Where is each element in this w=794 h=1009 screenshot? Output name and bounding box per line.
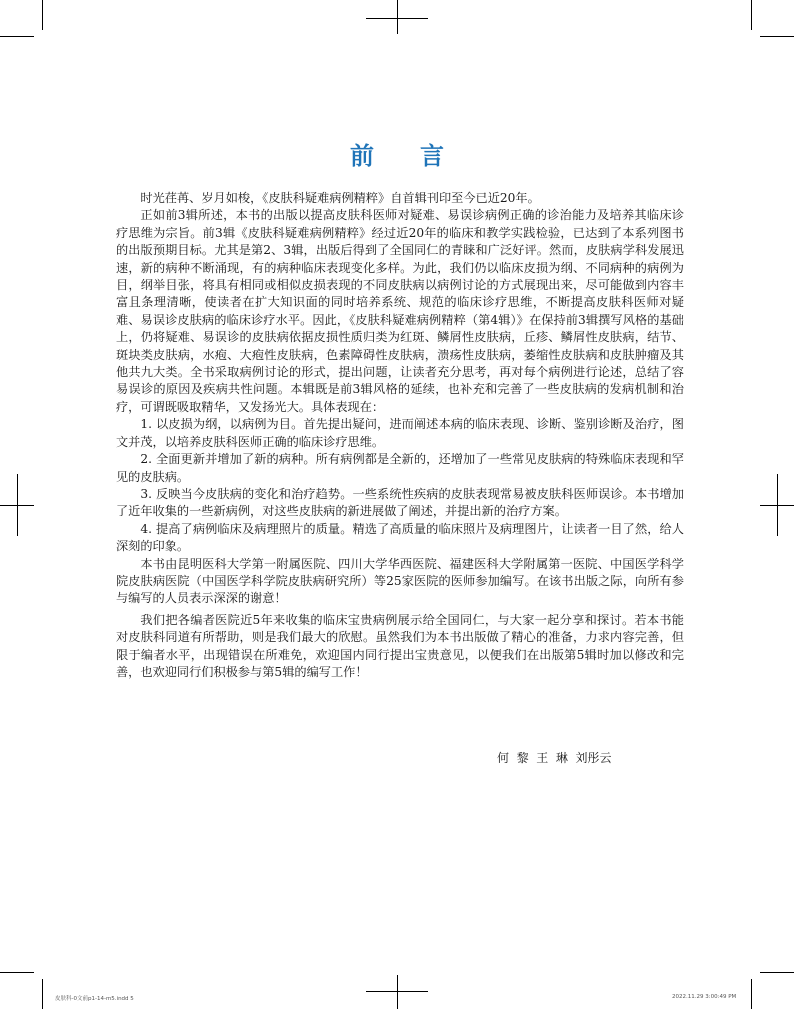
print-slug-timestamp: 2022.11.29 3:00:49 PM: [672, 994, 737, 1000]
paragraph: 时光荏苒、岁月如梭，《皮肤科疑难病例精粹》自首辑刊印至今已近20年。: [140, 191, 540, 205]
paragraph: 我们把各编者医院近5年来收集的临床宝贵病例展示给全国同仁，与大家一起分享和探讨。若本书能对皮肤科同道有所帮助，则是我们最大的欣慰。虽然我们为本书出版做了精心的准备，力求内容完善，但限于编者水平，出现错误在所难免，欢迎国内同行提出宝贵意见，以便我们在出版第5辑时加以修改和完善，也欢迎同行们积极参与第5辑的编写工作！: [116, 612, 684, 679]
paragraph: 本书由昆明医科大学第一附属医院、四川大学华西医院、福建医科大学附属第一医院、中国医学科学院皮肤病医院（中国医学科学院皮肤病研究所）等25家医院的医师参加编写。在该书出版之际，向所有参与编写的人员表示深深的谢意！: [116, 556, 684, 606]
paragraph: 正如前3辑所述，本书的出版以提高皮肤科医师对疑难、易误诊病例正确的诊治能力及培养其临床诊疗思维为宗旨。前3辑《皮肤科疑难病例精粹》经过近20年的临床和教学实践检验，已达到了本系列图书的出版预期目标。尤其是第2、3辑，出版后得到了全国同仁的青睐和广泛好评。然而，皮肤病学科发展迅速，新的病种不断涌现，有的病种临床表现变化多样。为此，我们仍以临床皮损为纲、不同病种的病例为目，纲举目张，将具有相同或相似皮损表现的不同皮肤病以病例讨论的方式展现出来，尽可能做到内容丰富且条理清晰，使读者在扩大知识面的同时培养系统、规范的临床诊疗思维，不断提高皮肤科医师对疑难、易误诊皮肤病的临床诊疗水平。因此，《皮肤科疑难病例精粹（第4辑）》在保持前3辑撰写风格的基础上，仍将疑难、易误诊的皮肤病依据皮损性质归类为红斑、鳞屑性皮肤病，丘疹、鳞屑性皮肤病，结节、斑块类皮肤病，水疱、大疱性皮肤病，色素障碍性皮肤病，溃疡性皮肤病，萎缩性皮肤病和皮肤肿瘤及其他共九大类。全书采取病例讨论的形式，提出问题，让读者充分思考，再对每个病例进行论述，总结了容易误诊的原因及疾病共性问题。本辑既是前3辑风格的延续，也补充和完善了一些皮肤病的发病机制和治疗，可谓既吸取精华，又发扬光大。具体表现在：: [116, 208, 684, 414]
paragraph: 1. 以皮损为纲，以病例为目。首先提出疑问，进而阐述本病的临床表现、诊断、鉴别诊断及治疗，图文并茂，以培养皮肤科医师正确的临床诊疗思维。: [116, 417, 684, 449]
print-slug-file: 皮肤科-0文前p1-14-m5.indd 5: [55, 996, 134, 1002]
author-signature: 何 黎 王 琳 刘彤云: [497, 751, 612, 765]
page-title: 前言: [350, 142, 490, 170]
preface-body: [116, 190, 684, 681]
paragraph: 4. 提高了病例临床及病理照片的质量。精选了高质量的临床照片及病理图片，让读者一目了然，给人深刻的印象。: [116, 521, 684, 554]
paragraph: 2. 全面更新并增加了新的病种。所有病例都是全新的，还增加了一些常见皮肤病的特殊临床表现和罕见的皮肤病。: [116, 452, 684, 484]
paragraph: 3. 反映当今皮肤病的变化和治疗趋势。一些系统性疾病的皮肤表现常易被皮肤科医师误诊。本书增加了近年收集的一些新病例，对这些皮肤病的新进展做了阐述，并提出新的治疗方案。: [116, 486, 684, 519]
